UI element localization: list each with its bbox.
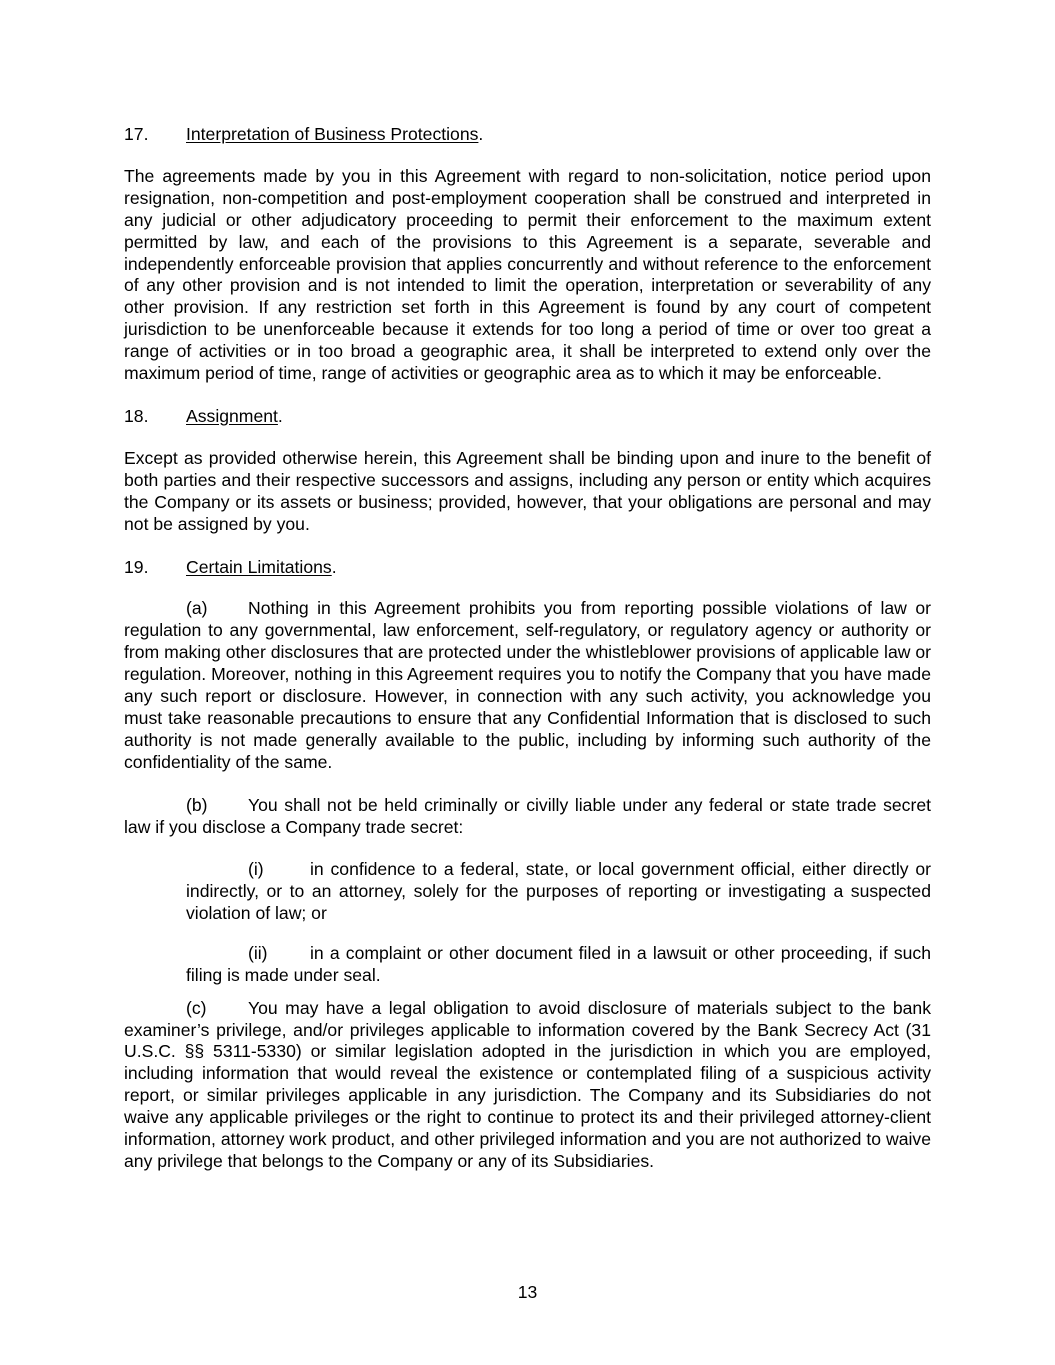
section-number: 18. [124,405,149,426]
section-title: Interpretation of Business Protections [186,124,479,144]
clause-text: in a complaint or other document filed in a lawsuit or other proceeding, if such filing is made under seal. [186,942,931,985]
clause-label: (b) [186,794,208,815]
clause-label: (i) [248,859,264,880]
clause-19a [124,598,931,773]
section-title: Assignment [186,405,278,426]
clause-19c [124,998,931,1173]
page-number: 13 [517,1282,538,1302]
section-17-heading: 17. Interpretation of Business Protections. [124,124,484,144]
clause-text: Nothing in this Agreement prohibits you from reporting possible violations of law or regulation to any governmental, law enforcement, self-regulatory, or regulatory agency or authority or from making other disclosures that are protected under the whistleblower provisions of applicable law or regulation. Moreover, nothing in this Agreement requires you to notify the Company that you have made any such report or disclosure. However, in connection with any such activity, you acknowledge you must take reasonable precautions to ensure that any Confidential Information that is disclosed to such authority is not made generally available to the public, including by informing such authority of the confidentiality of the same. [124,598,931,772]
clause-19b [124,795,931,839]
section-number: 17. [124,124,149,144]
section-number: 19. [124,556,149,577]
clause-label: (a) [186,598,208,619]
clause-19b-ii [186,943,931,987]
clause-label: (c) [186,997,207,1018]
section-17-body: The agreements made by you in this Agreement with regard to non-solicitation, notice period upon resignation, non-competition and post-employment cooperation shall be construed and interpreted in any judicial or other adjudicatory proceeding to permit their enforcement to the maximum extent permitted by law, and each of the provisions to this Agreement is a separate, severable and independently enforceable provision that applies concurrently and without reference to the enforcement of any other provision and is not intended to limit the operation, interpretation or severability of any other provision. If any restriction set forth in this Agreement is found by any court of competent jurisdiction to be unenforceable because it extends for too long a period of time or over too great a range of activities or in too broad a geographic area, it shall be interpreted to extend only over the maximum period of time, range of activities or geographic area as to which it may be enforceable. [124,165,931,384]
section-18-heading: 18. Assignment. [124,405,283,426]
document-page [124,124,931,1194]
clause-text: You shall not be held criminally or civilly liable under any federal or state trade secret law if you disclose a Company trade secret: [124,794,931,837]
clause-19b-i [186,859,931,925]
clause-text: You may have a legal obligation to avoid disclosure of materials subject to the bank examiner’s privilege, and/or privileges applicable to information covered by the Bank Secrecy Act (31 U.S.C. §§ 5311-5330) or similar legislation adopted in the jurisdiction in which you are employed, including information that would reveal the existence or contemplated filing of a suspicious activity report, or similar privileges applicable in any jurisdiction. The Company and its Subsidiaries do not waive any applicable privileges or the right to continue to protect its and their privileged attorney-client information, attorney work product, and other privileged information and you are not authorized to waive any privilege that belongs to the Company or any of its Subsidiaries. [124,997,931,1171]
clause-label: (ii) [248,942,268,963]
section-title: Certain Limitations [186,556,332,577]
section-19-heading: 19. Certain Limitations. [124,556,337,577]
clause-text: in confidence to a federal, state, or local government official, either directly or indirectly, or to an attorney, solely for the purposes of reporting or investigating a suspected violation of law; or [186,859,931,924]
section-18-body: Except as provided otherwise herein, this Agreement shall be binding upon and inure to the benefit of both parties and their respective successors and assigns, including any person or entity which acquires the Company or its assets or business; provided, however, that your obligations are personal and may not be assigned by you. [124,447,931,534]
